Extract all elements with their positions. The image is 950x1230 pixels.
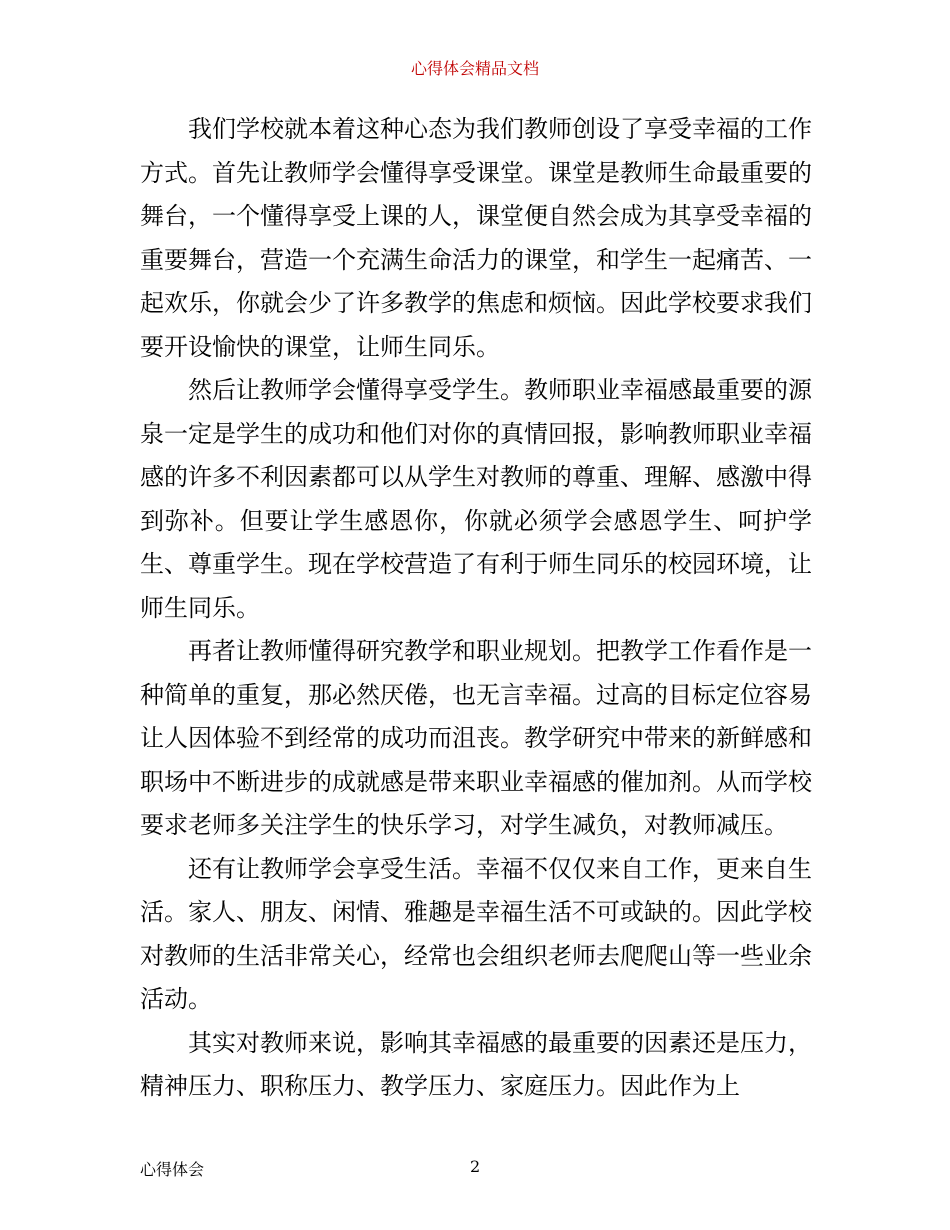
paragraph-2: 然后让教师学会懂得享受学生。教师职业幸福感最重要的源泉一定是学生的成功和他们对你的真情回报，影响教师职业幸福感的许多不利因素都可以从学生对教师的尊重、理解、感激中得到弥补。但要让学生感恩你，你就必须学会感恩学生、呵护学生、尊重学生。现在学校营造了有利于师生同乐的校园环境，让师生同乐。: [140, 376, 812, 622]
paragraph-5: 其实对教师来说，影响其幸福感的最重要的因素还是压力，精神压力、职称压力、教学压力、家庭压力。因此作为上: [140, 1028, 812, 1100]
document-body: [140, 108, 812, 1109]
paragraph-1: 我们学校就本着这种心态为我们教师创设了享受幸福的工作方式。首先让教师学会懂得享受课堂。课堂是教师生命最重要的舞台，一个懂得享受上课的人，课堂便自然会成为其享受幸福的重要舞台，营造一个充满生命活力的课堂，和学生一起痛苦、一起欢乐，你就会少了许多教学的焦虑和烦恼。因此学校要求我们要开设愉快的课堂，让师生同乐。: [140, 115, 812, 361]
footer-label: 心得体会: [140, 1160, 205, 1179]
page-header-title: 心得体会精品文档: [410, 59, 539, 78]
paragraph-3: 再者让教师懂得研究教学和职业规划。把教学工作看作是一种简单的重复，那必然厌倦，也无言幸福。过高的目标定位容易让人因体验不到经常的成功而沮丧。教学研究中带来的新鲜感和职场中不断进步的成就感是带来职业幸福感的催加剂。从而学校要求老师多关注学生的快乐学习，对学生减负，对教师减压。: [140, 637, 812, 839]
page-number: 2: [470, 1157, 481, 1176]
paragraph-4: 还有让教师学会享受生活。幸福不仅仅来自工作，更来自生活。家人、朋友、闲情、雅趣是幸福生活不可或缺的。因此学校对教师的生活非常关心，经常也会组织老师去爬爬山等一些业余活动。: [140, 854, 812, 1013]
